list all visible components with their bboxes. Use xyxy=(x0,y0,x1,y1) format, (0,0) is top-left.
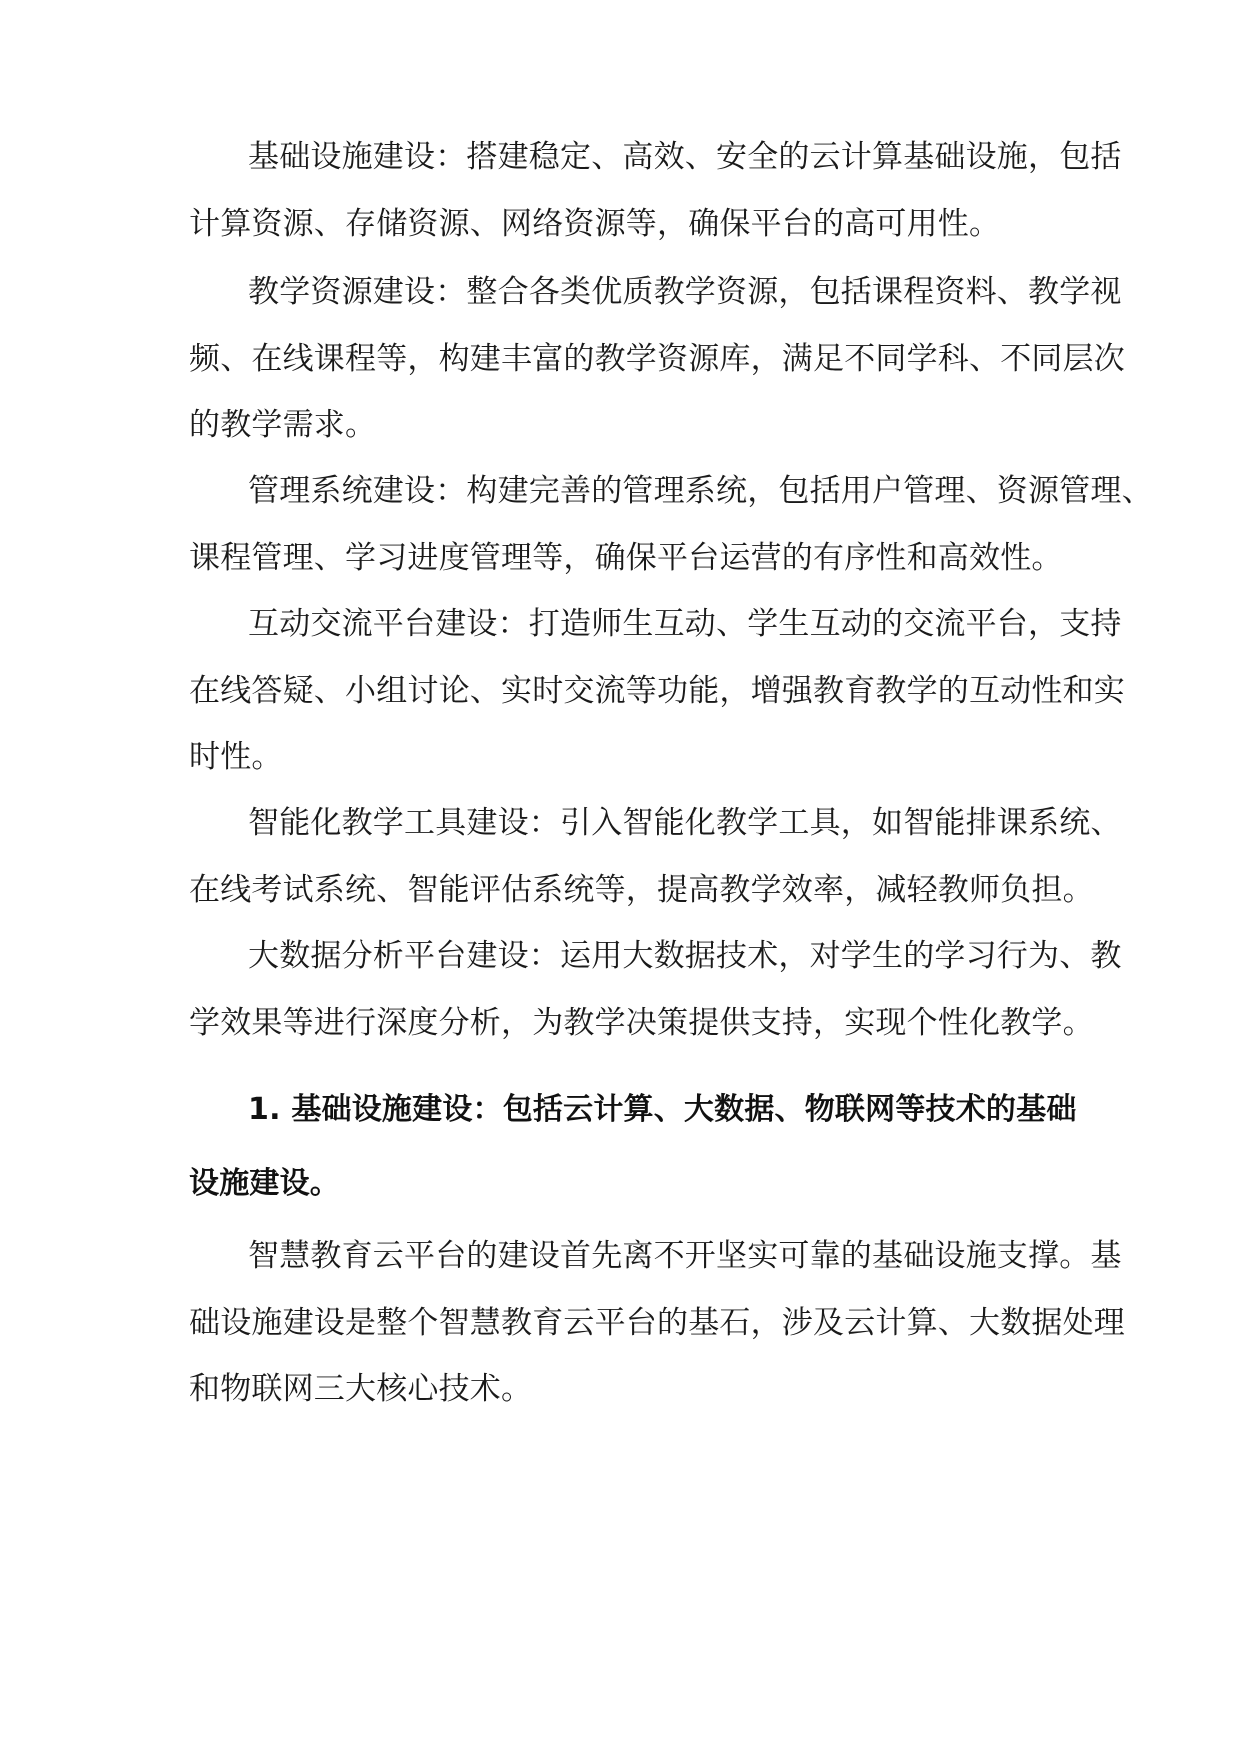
paragraph-management-system-line-2: 课程管理、学习进度管理等，确保平台运营的有序性和高效性。 xyxy=(189,540,1063,576)
paragraph-teaching-resources-line-2: 频、在线课程等，构建丰富的教学资源库，满足不同学科、不同层次 xyxy=(189,341,1125,377)
paragraph-interaction-platform-line-3: 时性。 xyxy=(189,739,283,775)
paragraph-management-system-line-1: 管理系统建设：构建完善的管理系统，包括用户管理、资源管理、 xyxy=(248,473,1153,509)
paragraph-interaction-platform-line-1: 互动交流平台建设：打造师生互动、学生互动的交流平台，支持 xyxy=(248,606,1122,642)
section-heading-line-1: 1. 基础设施建设：包括云计算、大数据、物联网等技术的基础 xyxy=(248,1092,1077,1127)
paragraph-big-data-line-2: 学效果等进行深度分析，为教学决策提供支持，实现个性化教学。 xyxy=(189,1005,1094,1041)
section-heading-line-2: 设施建设。 xyxy=(189,1166,340,1201)
paragraph-teaching-resources-line-1: 教学资源建设：整合各类优质教学资源，包括课程资料、教学视 xyxy=(248,274,1122,310)
paragraph-infrastructure-line-1: 基础设施建设：搭建稳定、高效、安全的云计算基础设施，包括 xyxy=(248,139,1122,175)
paragraph-smart-tools-line-2: 在线考试系统、智能评估系统等，提高教学效率，减轻教师负担。 xyxy=(189,872,1094,908)
paragraph-smart-tools-line-1: 智能化教学工具建设：引入智能化教学工具，如智能排课系统、 xyxy=(248,805,1122,841)
paragraph-interaction-platform-line-2: 在线答疑、小组讨论、实时交流等功能，增强教育教学的互动性和实 xyxy=(189,673,1125,709)
paragraph-big-data-line-1: 大数据分析平台建设：运用大数据技术，对学生的学习行为、教 xyxy=(248,938,1122,974)
paragraph-foundation-line-1: 智慧教育云平台的建设首先离不开坚实可靠的基础设施支撑。基 xyxy=(248,1238,1122,1274)
paragraph-foundation-line-3: 和物联网三大核心技术。 xyxy=(189,1371,533,1407)
paragraph-foundation-line-2: 础设施建设是整个智慧教育云平台的基石，涉及云计算、大数据处理 xyxy=(189,1305,1125,1341)
paragraph-infrastructure-line-2: 计算资源、存储资源、网络资源等，确保平台的高可用性。 xyxy=(189,206,1001,242)
paragraph-teaching-resources-line-3: 的教学需求。 xyxy=(189,407,377,443)
